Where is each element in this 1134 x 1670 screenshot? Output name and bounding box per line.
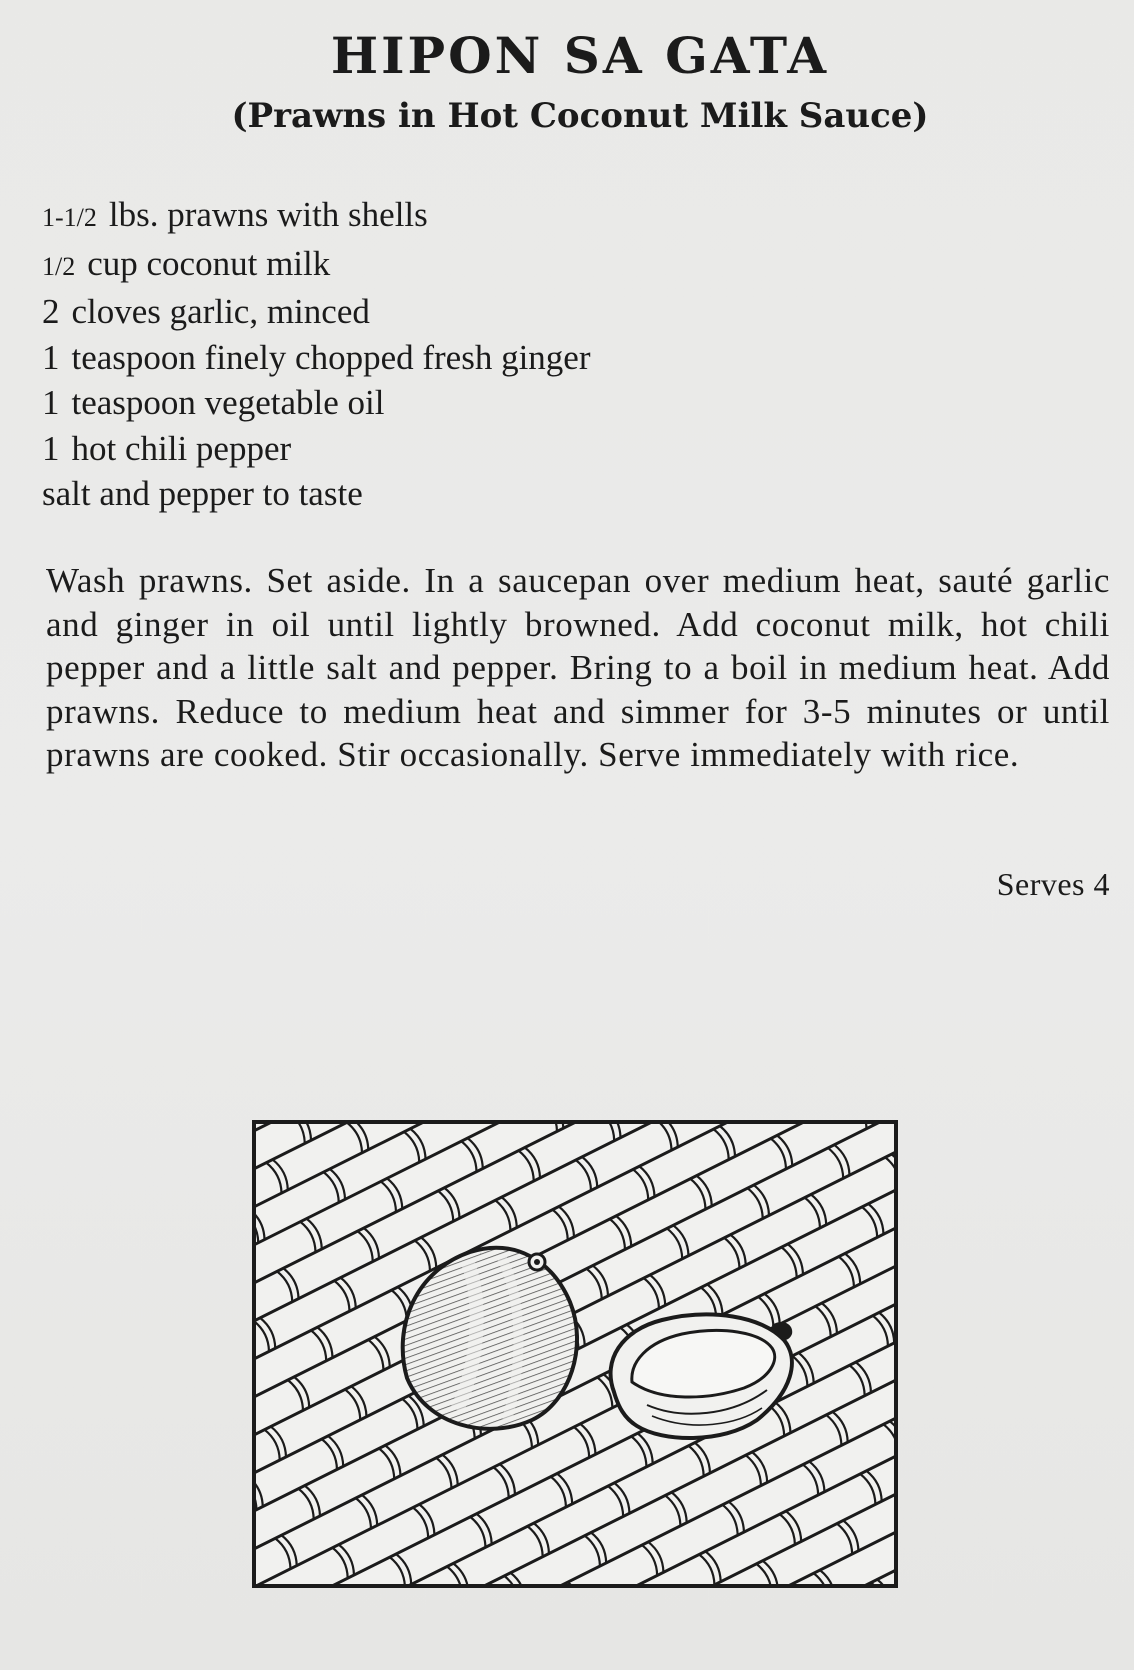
ingredient-name: salt and pepper to taste (42, 474, 363, 513)
ingredient-quantity: 1 (42, 337, 60, 377)
ingredient-item (42, 471, 591, 517)
ingredient-item (42, 241, 591, 290)
ingredient-name: cup coconut milk (87, 243, 331, 283)
servings-note: Serves 4 (996, 866, 1110, 902)
ingredient-name: hot chili pepper (71, 428, 292, 468)
ingredient-item (42, 426, 591, 472)
ingredient-quantity: 2 (42, 292, 60, 331)
ingredient-quantity: 1/2 (42, 251, 76, 281)
recipe-title: HIPON SA GATA (330, 26, 830, 85)
ingredient-item (42, 380, 591, 426)
ingredient-item (42, 192, 591, 241)
recipe-instructions: Wash prawns. Set aside. In a saucepan over medium heat, sauté garlic and ginger in oil until lightly browned. Add coconut milk, hot chili pepper and a little salt and pepper. Bring to a boil in medium heat. Add prawns. Reduce to medium heat and simmer for 3-5 minutes or until prawns are cooked. Stir occasionally. Serve immediately with rice. (46, 561, 1110, 774)
ingredient-name: teaspoon vegetable oil (71, 383, 385, 422)
ingredient-item (42, 335, 591, 381)
ingredient-quantity: 1-1/2 (42, 203, 97, 232)
ingredient-name: lbs. prawns with shells (108, 195, 428, 234)
recipe-subtitle: (Prawns in Hot Coconut Milk Sauce) (231, 96, 929, 136)
ingredient-quantity: 1 (42, 383, 60, 422)
coconut-illustration (252, 1120, 898, 1588)
ingredient-item (42, 289, 591, 335)
ingredient-name: teaspoon finely chopped fresh ginger (71, 337, 591, 377)
ingredient-name: cloves garlic, minced (71, 292, 370, 331)
ingredient-quantity: 1 (42, 428, 60, 468)
ingredient-list (42, 192, 591, 517)
